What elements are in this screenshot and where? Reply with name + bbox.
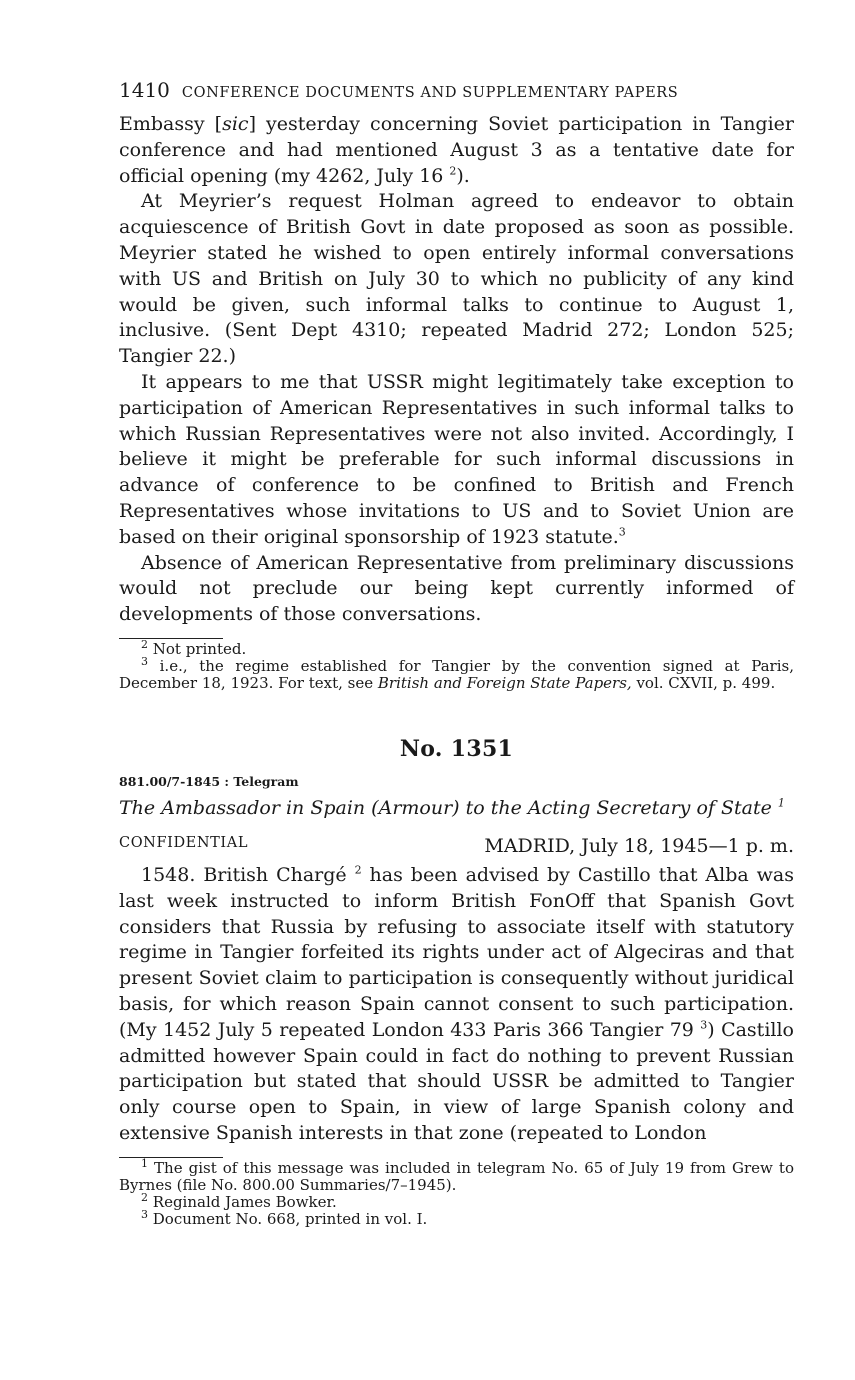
dateline bbox=[119, 835, 794, 857]
footnote-3: $^3$ Document No. 668, printed in vol. I. bbox=[141, 1207, 428, 1228]
telegram-body: 1548. British Chargé $^2$ has been advised by Castillo that Alba was last week instructed to inform British FonOff that Spanish Govt considers that Russia by refusing to associate itself with statutory regime in Tangier forfeited its rights under act of Algeciras and that present Soviet claim to participation is consequently without juridical basis, for which reason Spain cannot consent to such participation. (My 1452 July 5 repeated London 433 Paris 366 Tangier 79 $^3$) Castillo admitted however Spain could in fact do nothing to prevent Russian participation but stated that should USSR be admitted to Tangier only course open to Spain, in view of large Spanish colony and extensive Spanish interests in that zone (repeated to London bbox=[119, 863, 794, 1144]
footnote-ref: 1 bbox=[777, 796, 785, 810]
classification: CONFIDENTIAL bbox=[119, 834, 249, 851]
body-paragraph-1: Embassy [sic] yesterday concerning Soviet participation in Tangier conference and had mentioned August 3 as a tentative date for official opening (my 4262, July 16 $^2$). bbox=[119, 113, 794, 187]
document-page bbox=[119, 78, 794, 1228]
page-number: 1410 bbox=[119, 78, 170, 102]
footnote-2: $^2$ Reginald James Bowker. bbox=[141, 1190, 337, 1211]
footnote-ref: 3 bbox=[618, 525, 626, 539]
footnote-2: $^2$ Not printed. bbox=[141, 637, 247, 658]
body-paragraph-2: At Meyrier’s request Holman agreed to endeavor to obtain acquiescence of British Govt in date proposed as soon as possible. Meyrier stated he wished to open entirely informal conversations with US and British on July 30 to which no publicity of any kind would be given, such informal talks to continue to August 1, inclusive. (Sent Dept 4310; repeated Madrid 272; London 525; Tangier 22.) bbox=[119, 190, 794, 368]
document-number: No. 1351 bbox=[399, 735, 514, 762]
file-reference: 881.00/7-1845 : Telegram bbox=[119, 773, 299, 789]
running-header bbox=[119, 78, 794, 102]
footnote-1: $^1$ The gist of this message was included in telegram No. 65 of July 19 from Grew to Byrnes (file No. 800.00 Summaries/7–1945). bbox=[119, 1156, 794, 1194]
footnote-divider bbox=[119, 1157, 223, 1158]
running-title: CONFERENCE DOCUMENTS AND SUPPLEMENTARY PAPERS bbox=[181, 85, 679, 101]
footnote-3: $^3$ i.e., the regime established for Tangier by the convention signed at Paris, December 18, 1923. For text, see British and Foreign State Papers, vol. CXVII, p. 499. bbox=[119, 654, 794, 692]
document-address: The Ambassador in Spain (Armour) to the Acting Secretary of State $^1$ bbox=[119, 796, 785, 819]
body-paragraph-4: Absence of American Representative from preliminary discussions would not preclude our being kept currently informed of developments of those conversations. bbox=[119, 551, 794, 626]
footnote-divider bbox=[119, 638, 223, 639]
footnote-ref: 2 bbox=[449, 164, 457, 178]
place-date: MADRID, July 18, 1945—1 p. m. bbox=[484, 834, 794, 857]
body-paragraph-3: It appears to me that USSR might legitimately take exception to participation of American Representatives in such informal talks to which Russian Representatives were not also invited. Accordingly, I believe it might be preferable for such informal discussions in advance of conference to be confined to British and French Representatives whose invitations to US and to Soviet Union are based on their original sponsorship of 1923 statute.$^3$ bbox=[119, 370, 794, 548]
